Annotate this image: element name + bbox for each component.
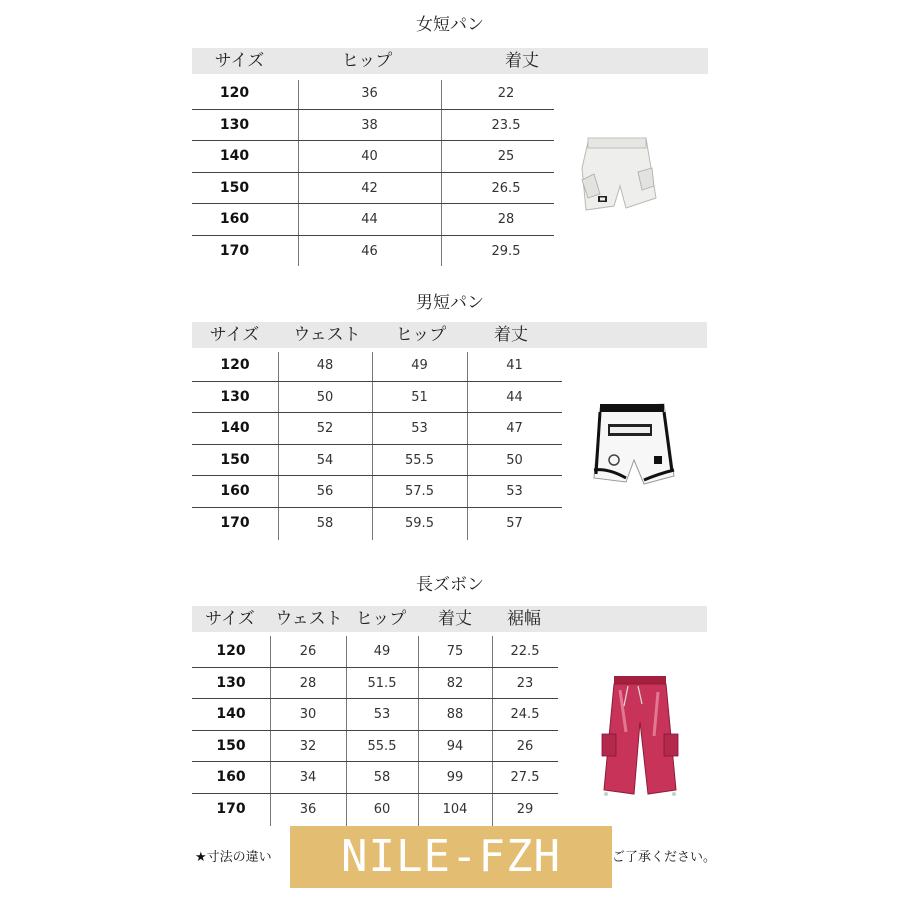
size-cell: 130 [219, 116, 250, 133]
value-cell: 99 [446, 770, 464, 785]
value-cell: 50 [506, 452, 523, 468]
table-row [192, 236, 554, 268]
long-pants-title: 長ズボン [416, 575, 484, 595]
value-cell: 50 [316, 389, 334, 405]
watermark-label: NILE-FZH [290, 826, 612, 888]
value-cell: 82 [446, 675, 464, 691]
value-cell: 26 [516, 738, 534, 754]
size-cell: 160 [216, 769, 246, 785]
value-cell: 40 [361, 149, 378, 164]
size-cell: 130 [216, 674, 246, 691]
value-cell: 58 [316, 515, 334, 531]
value-cell: 25 [497, 149, 515, 164]
value-cell: 41 [506, 358, 523, 373]
value-cell: 49 [411, 358, 428, 373]
value-cell: 55.5 [405, 452, 434, 468]
table-row [192, 382, 562, 414]
value-cell: 57.5 [405, 484, 434, 499]
table-row [192, 794, 558, 826]
size-cell: 160 [219, 211, 250, 227]
value-cell: 23 [516, 675, 534, 691]
value-cell: 75 [446, 644, 464, 659]
value-cell: 26 [299, 644, 317, 659]
header-length: 着丈 [438, 609, 472, 629]
value-cell: 94 [446, 738, 464, 754]
pink-pants-image [598, 672, 682, 802]
header-length: 着丈 [494, 325, 528, 345]
value-cell: 22.5 [510, 644, 540, 659]
header-hem-width: 裾幅 [507, 609, 541, 629]
table-header [192, 606, 707, 632]
value-cell: 55.5 [367, 738, 397, 754]
value-cell: 56 [316, 484, 334, 499]
table-row [192, 636, 558, 668]
men-shorts-title: 男短パン [416, 293, 484, 313]
size-cell: 170 [219, 242, 250, 259]
header-size: サイズ [209, 325, 260, 345]
value-cell: 48 [316, 358, 334, 373]
table-header [192, 48, 708, 74]
size-cell: 120 [219, 85, 250, 101]
value-cell: 29 [516, 801, 534, 817]
value-cell: 51 [411, 389, 428, 405]
size-cell: 120 [220, 357, 250, 373]
value-cell: 34 [299, 770, 317, 785]
table-row [192, 110, 554, 142]
table-row [192, 508, 562, 540]
value-cell: 30 [299, 707, 317, 722]
value-cell: 36 [361, 86, 378, 101]
table-row [192, 173, 554, 205]
value-cell: 53 [411, 421, 428, 436]
size-cell: 170 [216, 800, 246, 817]
white-shorts-image [574, 128, 664, 218]
table-row [192, 350, 562, 382]
table-row [192, 731, 558, 763]
value-cell: 53 [373, 707, 391, 722]
value-cell: 36 [299, 801, 317, 817]
value-cell: 54 [316, 452, 334, 468]
value-cell: 24.5 [510, 707, 540, 722]
size-note: ★寸法の違い [195, 850, 272, 865]
size-cell: 170 [220, 514, 250, 531]
size-cell: 120 [216, 643, 246, 659]
header-size: サイズ [205, 609, 255, 629]
size-cell: 140 [216, 706, 246, 722]
value-cell: 28 [299, 675, 317, 691]
table-row [192, 141, 554, 173]
value-cell: 44 [361, 212, 378, 227]
table-row [192, 699, 558, 731]
header-waist: ウェスト [293, 325, 361, 345]
size-cell: 150 [219, 179, 250, 196]
header-waist: ウェスト [275, 609, 343, 629]
value-cell: 46 [361, 243, 378, 259]
value-cell: 44 [506, 389, 523, 405]
size-note-end: ご了承ください。 [612, 850, 717, 865]
women-shorts-title: 女短パン [416, 15, 484, 35]
value-cell: 59.5 [405, 515, 434, 531]
value-cell: 51.5 [367, 675, 397, 691]
basketball-shorts-image [588, 398, 678, 490]
header-hip: ヒップ [355, 609, 407, 629]
value-cell: 88 [446, 707, 464, 722]
table-row [192, 78, 554, 110]
table-row [192, 204, 554, 236]
size-cell: 150 [216, 737, 246, 754]
value-cell: 53 [506, 484, 523, 499]
value-cell: 26.5 [491, 180, 521, 196]
value-cell: 60 [373, 801, 391, 817]
value-cell: 104 [442, 801, 468, 817]
table-row [192, 445, 562, 477]
size-cell: 140 [220, 420, 250, 436]
value-cell: 49 [373, 644, 391, 659]
value-cell: 52 [316, 421, 334, 436]
value-cell: 42 [361, 180, 378, 196]
value-cell: 57 [506, 515, 523, 531]
value-cell: 27.5 [510, 770, 540, 785]
value-cell: 32 [299, 738, 317, 754]
value-cell: 28 [497, 212, 515, 227]
table-row [192, 413, 562, 445]
value-cell: 22 [497, 86, 515, 101]
value-cell: 38 [361, 117, 378, 133]
table-row [192, 762, 558, 794]
table-header [192, 322, 707, 348]
value-cell: 58 [373, 770, 391, 785]
size-cell: 160 [220, 483, 250, 499]
value-cell: 47 [506, 421, 523, 436]
header-hip: ヒップ [395, 325, 447, 345]
size-cell: 130 [220, 388, 250, 405]
header-length: 着丈 [505, 51, 539, 71]
table-row [192, 476, 562, 508]
table-row [192, 668, 558, 700]
value-cell: 29.5 [491, 243, 521, 259]
header-hip: ヒップ [341, 51, 393, 71]
size-cell: 150 [220, 451, 250, 468]
value-cell: 23.5 [491, 117, 521, 133]
header-size: サイズ [214, 51, 265, 71]
size-cell: 140 [219, 148, 250, 164]
